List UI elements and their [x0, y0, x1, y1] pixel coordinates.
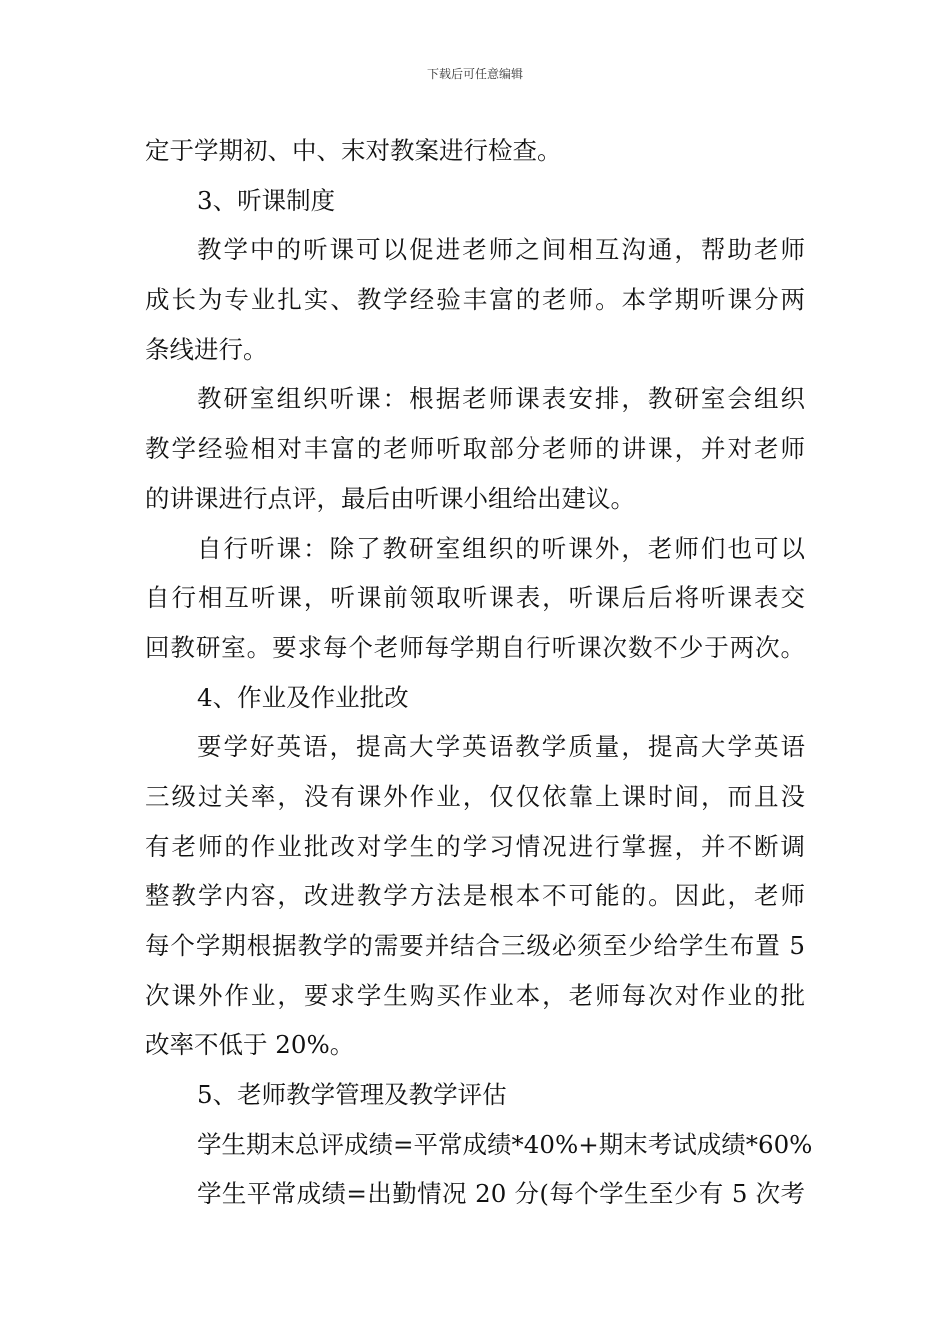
text-line: 自行听课：除了教研室组织的听课外，老师们也可以 — [197, 533, 805, 563]
text-line: 教研室组织听课：根据老师课表安排，教研室会组织 — [197, 384, 805, 414]
text-line: 整教学内容，改进教学方法是根本不可能的。因此，老师 — [145, 881, 805, 911]
page-header: 下载后可任意编辑 — [426, 67, 523, 81]
text-line: 改率不低于 20%。 — [145, 1030, 355, 1060]
text-line: 成长为专业扎实、教学经验丰富的老师。本学期听课分两 — [145, 285, 805, 315]
text-line: 次课外作业，要求学生购买作业本，老师每次对作业的批 — [145, 980, 805, 1010]
text-line: 条线进行。 — [145, 334, 268, 364]
text-line: 4、作业及作业批改 — [197, 682, 409, 712]
text-line: 自行相互听课，听课前领取听课表，听课后后将听课表交 — [145, 583, 805, 613]
text-line: 学生期末总评成绩=平常成绩*40%+期末考试成绩*60% — [197, 1129, 813, 1159]
text-line: 定于学期初、中、末对教案进行检查。 — [145, 136, 562, 165]
text-line: 教学中的听课可以促进老师之间相互沟通，帮助老师 — [197, 235, 805, 265]
text-line: 3、听课制度 — [197, 185, 336, 215]
text-line: 三级过关率，没有课外作业，仅仅依靠上课时间，而且没 — [145, 781, 805, 811]
body-text — [145, 126, 813, 1219]
text-line: 每个学期根据教学的需要并结合三级必须至少给学生布置 5 — [145, 931, 805, 960]
text-line: 5、老师教学管理及教学评估 — [197, 1080, 507, 1110]
text-line: 有老师的作业批改对学生的学习情况进行掌握，并不断调 — [145, 831, 805, 861]
text-line: 学生平常成绩=出勤情况 20 分(每个学生至少有 5 次考 — [197, 1179, 805, 1209]
text-line: 回教研室。要求每个老师每学期自行听课次数不少于两次。 — [145, 632, 805, 662]
text-line: 的讲课进行点评，最后由听课小组给出建议。 — [145, 483, 635, 513]
text-line: 教学经验相对丰富的老师听取部分老师的讲课，并对老师 — [145, 434, 805, 464]
text-line: 要学好英语，提高大学英语教学质量，提高大学英语 — [197, 732, 805, 762]
